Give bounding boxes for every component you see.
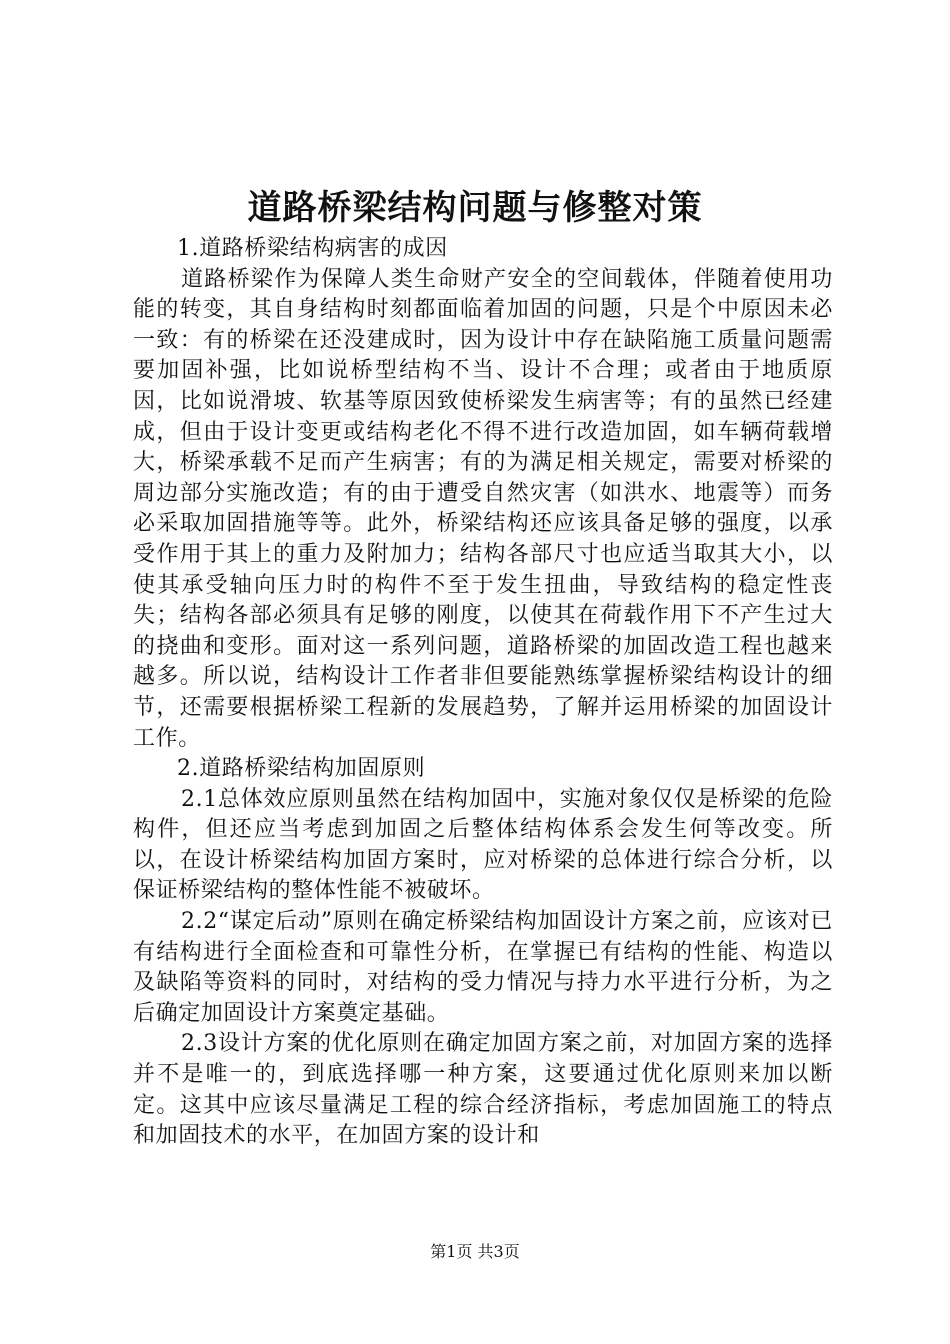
page-footer: 第1页 共3页 (430, 1242, 520, 1261)
document-body (133, 234, 833, 1152)
section-heading-1: 1.道路桥梁结构病害的成因 (177, 236, 448, 261)
section-heading-2: 2.道路桥梁结构加固原则 (177, 756, 426, 782)
paragraph-2-2: 2.2“谋定后动”原则在确定桥梁结构加固设计方案之前，应该对已有结构进行全面检查和可靠性分析，在掌握已有结构的性能、构造以及缺陷等资料的同时，对结构的受力情况与持力水平进行分析，为之后确定加固设计方案奠定基础。 (133, 909, 833, 1026)
paragraph-2-1: 2.1总体效应原则虽然在结构加固中，实施对象仅仅是桥梁的危险构件，但还应当考虑到加固之后整体结构体系会发生何等改变。所以，在设计桥梁结构加固方案时，应对桥梁的总体进行综合分析，以保证桥梁结构的整体性能不被破坏。 (133, 786, 833, 904)
document-title: 道路桥梁结构问题与修整对策 (247, 188, 703, 228)
paragraph-2-3: 2.3设计方案的优化原则在确定加固方案之前，对加固方案的选择并不是唯一的，到底选择哪一种方案，这要通过优化原则来加以断定。这其中应该尽量满足工程的综合经济指标，考虑加固施工的特点和加固技术的水平，在加固方案的设计和 (133, 1031, 833, 1149)
paragraph-causes: 道路桥梁作为保障人类生命财产安全的空间载体，伴随着使用功能的转变，其自身结构时刻都面临着加固的问题，只是个中原因未必一致：有的桥梁在还没建成时，因为设计中存在缺陷施工质量问题需要加固补强，比如说桥型结构不当、设计不合理；或者由于地质原因，比如说滑坡、软基等原因致使桥梁发生病害等；有的虽然已经建成，但由于设计变更或结构老化不得不进行改造加固，如车辆荷载增大，桥梁承载不足而产生病害；有的为满足相关规定，需要对桥梁的周边部分实施改造；有的由于遭受自然灾害（如洪水、地震等）而务必采取加固措施等等。此外，桥梁结构还应该具备足够的强度，以承受作用于其上的重力及附加力；结构各部尺寸也应适当取其大小，以使其承受轴向压力时的构件不至于发生扭曲，导致结构的稳定性丧失；结构各部必须具有足够的刚度，以使其在荷载作用下不产生过大的挠曲和变形。面对这一系列问题，道路桥梁的加固改造工程也越来越多。所以说，结构设计工作者非但要能熟练掌握桥梁结构设计的细节，还需要根据桥梁工程新的发展趋势，了解并运用桥梁的加固设计工作。 (133, 266, 833, 751)
